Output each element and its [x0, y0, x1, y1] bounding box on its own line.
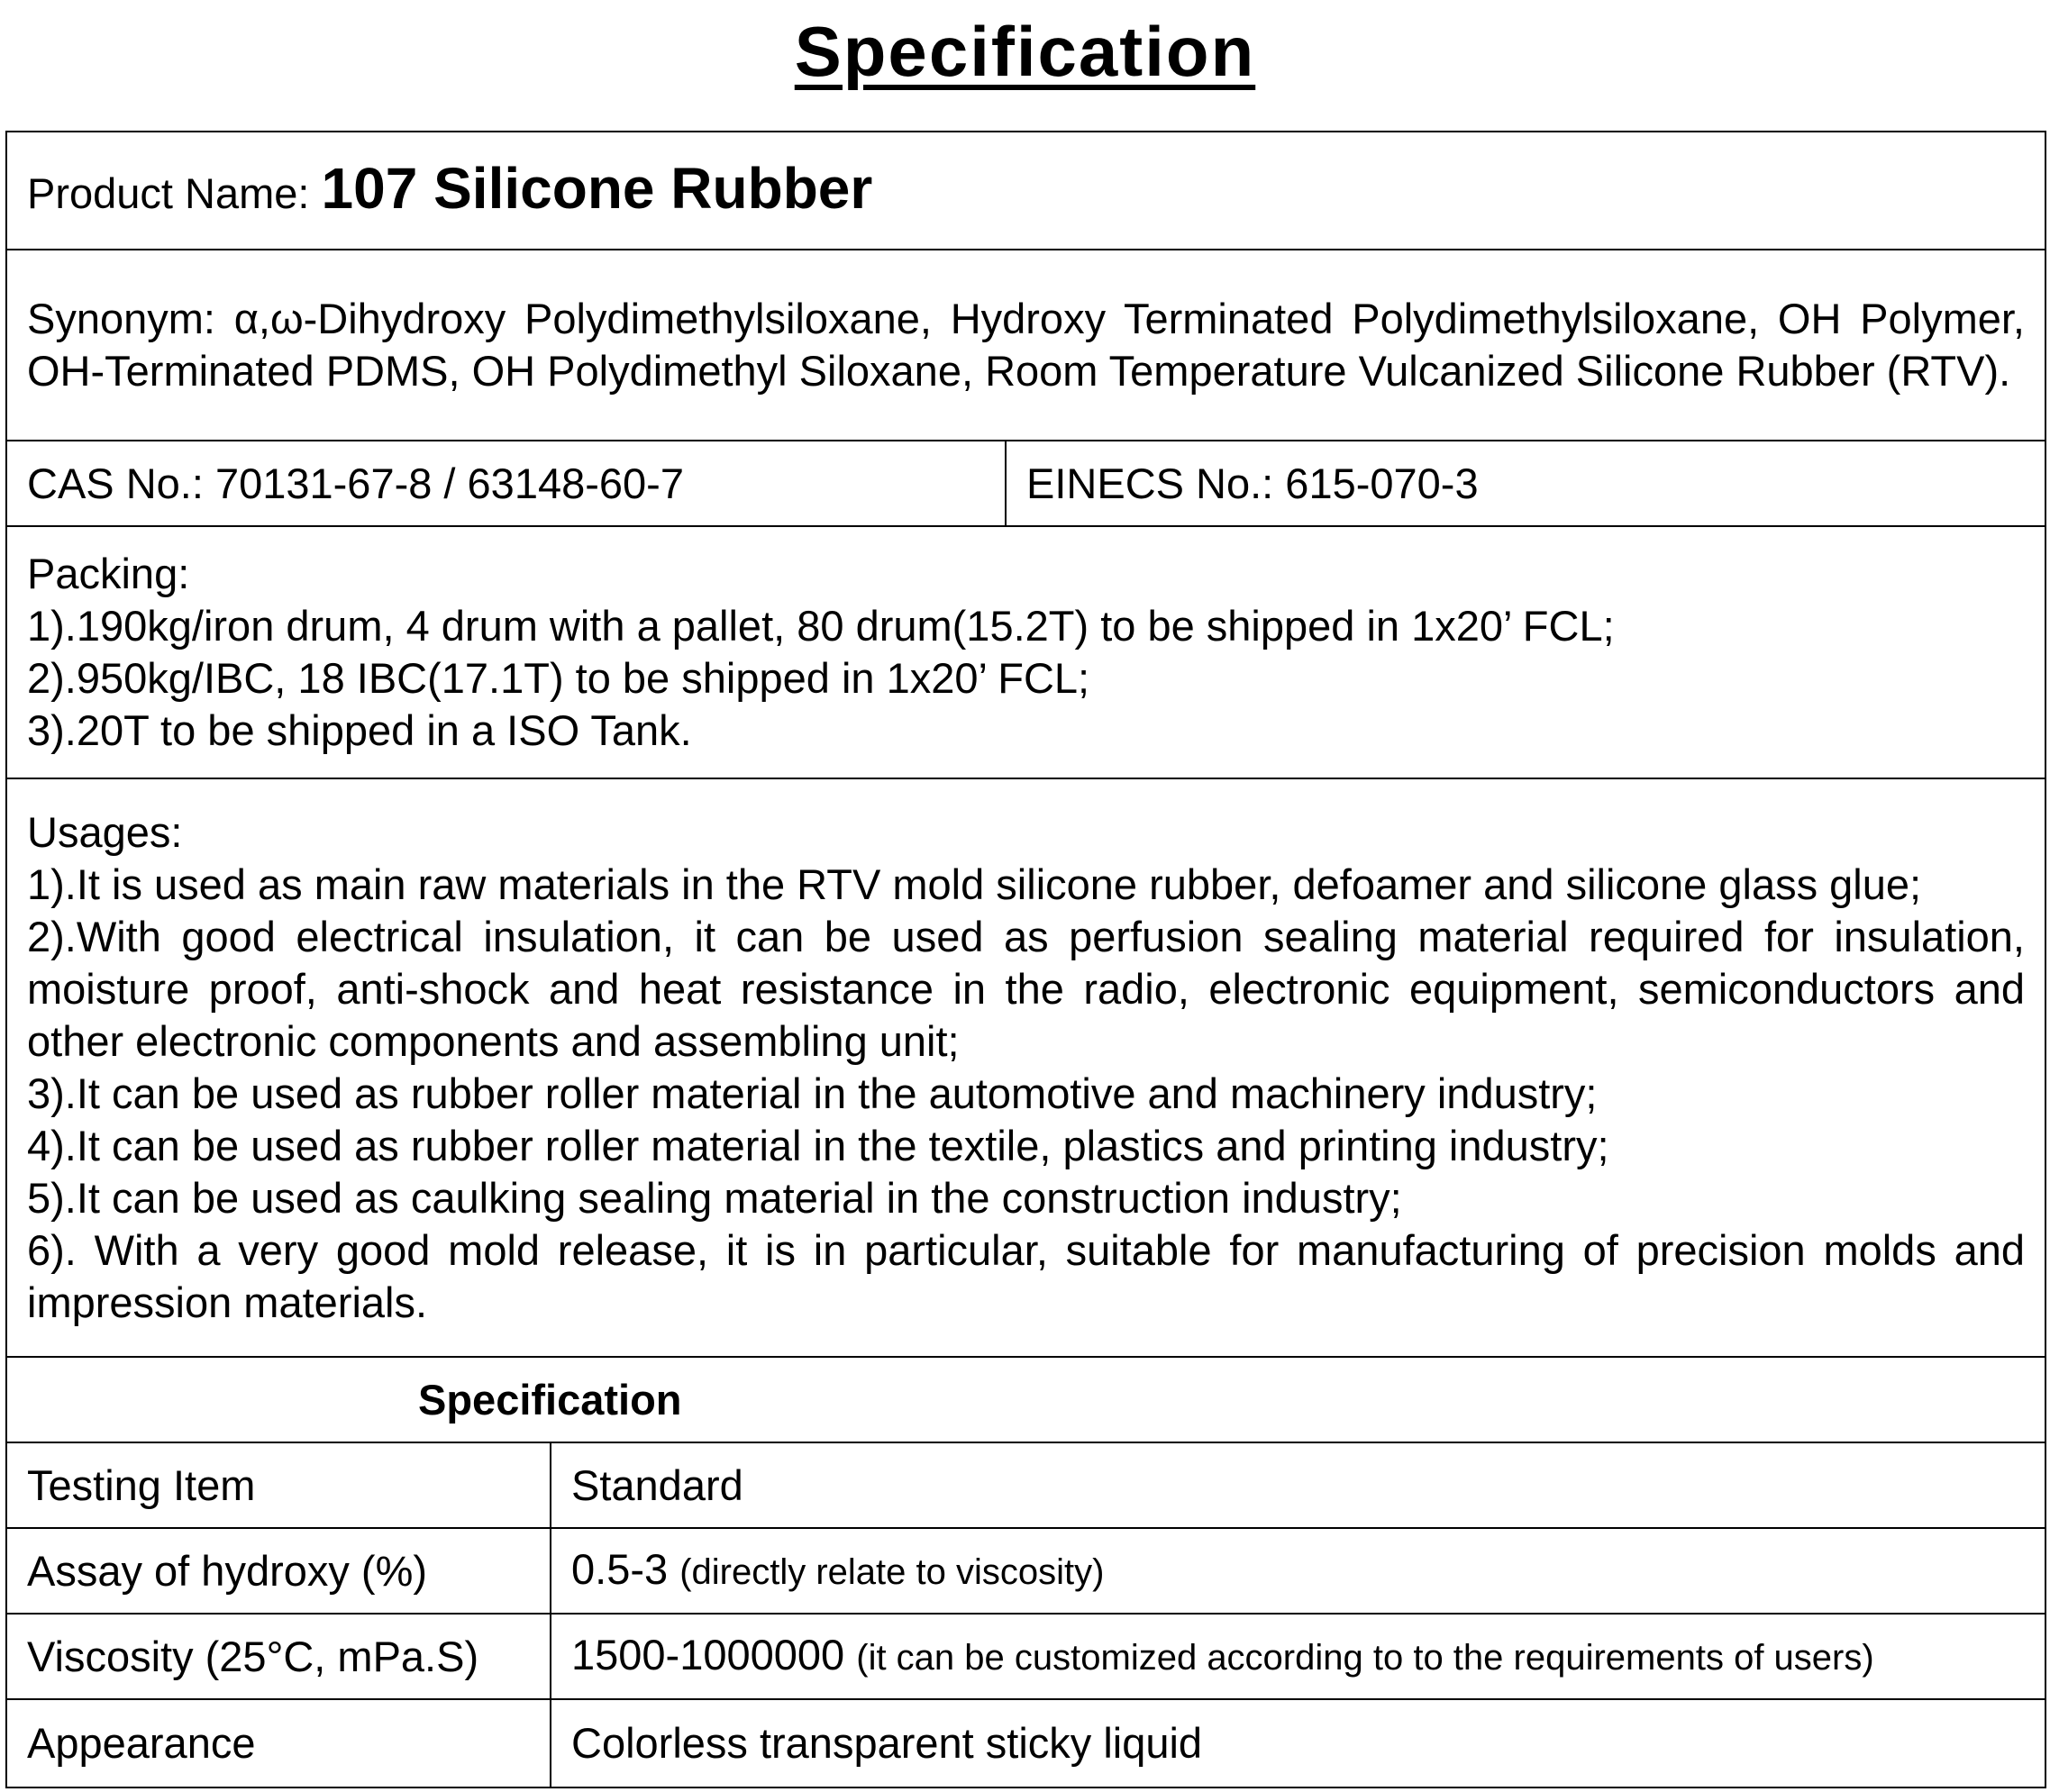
usage-line: 6). With a very good mold release, it is in particular, suitable for manufacturing of precision molds and impression materials. — [27, 1226, 2025, 1326]
standard-value: Colorless transparent sticky liquid — [571, 1719, 1203, 1767]
testing-item-text: Assay of hydroxy (%) — [27, 1546, 428, 1595]
standard-value: 1500-1000000 — [571, 1631, 845, 1678]
table-row — [6, 1528, 2045, 1614]
spec-section-heading — [6, 1357, 2045, 1442]
einecs-cell — [1006, 441, 2045, 526]
usage-line: 4).It can be used as rubber roller material in the textile, plastics and printing industry; — [27, 1122, 1609, 1169]
standard-header-text: Standard — [571, 1460, 743, 1509]
usage-line: 3).It can be used as rubber roller material in the automotive and machinery industry; — [27, 1069, 1598, 1117]
product-name-value: 107 Silicone Rubber — [321, 155, 873, 221]
table-row — [6, 1442, 2045, 1528]
testing-item-cell — [6, 1699, 551, 1787]
testing-item-text: Appearance — [27, 1719, 256, 1767]
testing-item-text: Viscosity (25°C, mPa.S) — [27, 1632, 479, 1680]
cas-cell — [6, 441, 1006, 526]
document-title-text: Specification — [794, 12, 1256, 91]
table-row — [6, 1614, 2045, 1699]
standard-note: (it can be customized according to to the requirements of users) — [856, 1638, 1874, 1678]
standard-cell — [551, 1699, 2045, 1787]
usage-line: 5).It can be used as caulking sealing material in the construction industry; — [27, 1174, 1402, 1222]
standard-value: 0.5-3 — [571, 1545, 669, 1593]
standard-cell — [551, 1614, 2045, 1699]
packing-line: 1).190kg/iron drum, 4 drum with a pallet, 80 drum(15.2T) to be shipped in 1x20’ FCL; — [27, 602, 1615, 650]
packing-line: 3).20T to be shipped in a ISO Tank. — [27, 706, 692, 754]
standard-cell — [551, 1528, 2045, 1614]
usage-line: 2).With good electrical insulation, it can be used as perfusion sealing material required for insulation, moisture proof, anti-shock and heat resistance in the radio, electronic equipment, semiconductors and other electronic components and assembling unit; — [27, 913, 2025, 1065]
standard-note: (directly relate to viscosity) — [679, 1552, 1105, 1592]
standard-header — [551, 1442, 2045, 1528]
spec-section-heading-text: Specification — [418, 1375, 682, 1424]
synonym-text: Synonym: α,ω-Dihydroxy Polydimethylsiloxane, Hydroxy Terminated Polydimethylsiloxane, OH Polymer, OH-Terminated PDMS, OH Polydimethyl Siloxane, Room Temperature Vulcanized Silicone Rubber (RTV). — [27, 295, 2025, 395]
document-title — [0, 12, 2050, 91]
testing-item-header-text: Testing Item — [27, 1460, 256, 1509]
specification-table — [5, 131, 2046, 1788]
usages-cell — [6, 778, 2045, 1357]
einecs-number: EINECS No.: 615-070-3 — [1026, 459, 1479, 507]
synonym-cell — [6, 250, 2045, 441]
testing-item-cell — [6, 1528, 551, 1614]
testing-item-cell — [6, 1614, 551, 1699]
cas-number: CAS No.: 70131-67-8 / 63148-60-7 — [27, 459, 684, 507]
packing-line: 2).950kg/IBC, 18 IBC(17.1T) to be shipped in 1x20’ FCL; — [27, 654, 1090, 702]
packing-heading: Packing: — [27, 550, 190, 597]
packing-cell — [6, 526, 2045, 778]
product-name-label: Product Name: — [27, 168, 310, 217]
product-name-cell — [6, 132, 2045, 250]
usage-line: 1).It is used as main raw materials in the RTV mold silicone rubber, defoamer and silicone glass glue; — [27, 860, 1922, 908]
usages-heading: Usages: — [27, 808, 183, 856]
table-row — [6, 1699, 2045, 1787]
testing-item-header — [6, 1442, 551, 1528]
